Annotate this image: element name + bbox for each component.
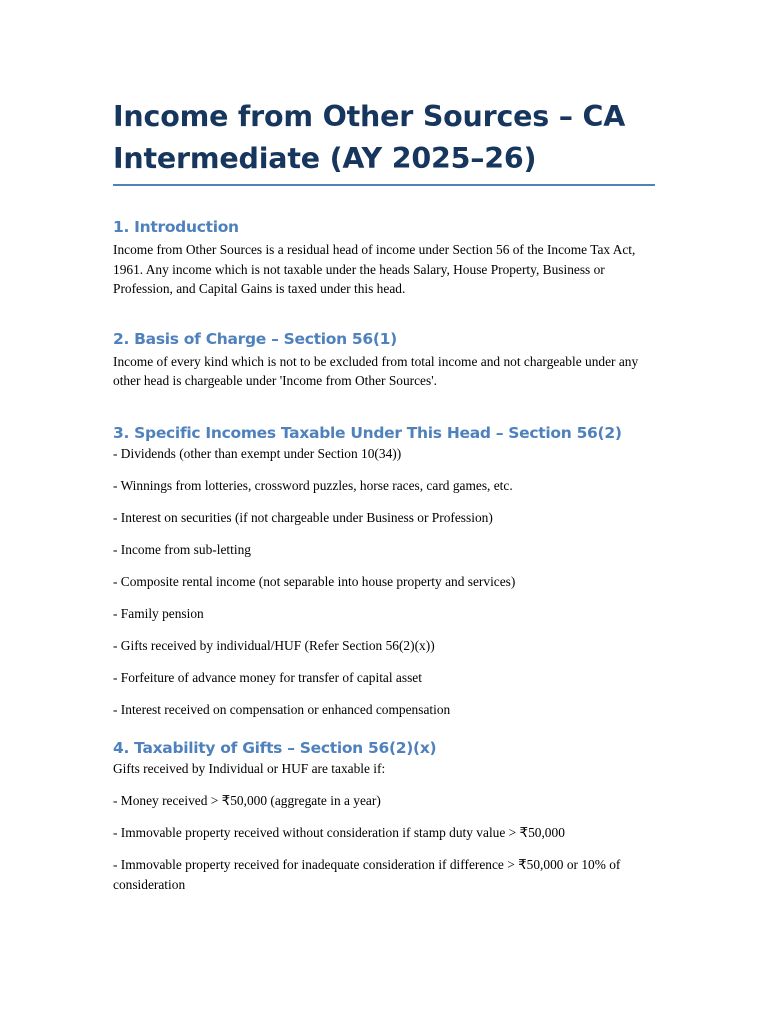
list-item: - Dividends (other than exempt under Section 10(34)): [113, 445, 402, 461]
section-heading: 3. Specific Incomes Taxable Under This Head – Section 56(2): [113, 423, 622, 442]
section-specific-incomes: [113, 422, 658, 720]
section-introduction: [113, 216, 658, 299]
section-paragraph: Income of every kind which is not to be excluded from total income and not chargeable under any other head is chargeable under 'Income from Other Sources'.: [113, 353, 639, 388]
list-item: - Interest received on compensation or enhanced compensation: [113, 701, 451, 717]
section-heading: 2. Basis of Charge – Section 56(1): [113, 329, 397, 348]
list-item: - Immovable property received without consideration if stamp duty value > ₹50,000: [113, 825, 565, 840]
list-item: - Income from sub-letting: [113, 541, 251, 557]
list-item: - Gifts received by individual/HUF (Refer Section 56(2)(x)): [113, 637, 435, 653]
list-item: - Winnings from lotteries, crossword puzzles, horse races, card games, etc.: [113, 477, 513, 493]
section-heading: 1. Introduction: [113, 218, 239, 236]
section-taxability-of-gifts: [113, 737, 658, 894]
list-item: - Money received > ₹50,000 (aggregate in a year): [113, 793, 381, 808]
list-item: - Forfeiture of advance money for transfer of capital asset: [113, 669, 422, 685]
list-item: - Composite rental income (not separable into house property and services): [113, 573, 516, 589]
list-item: - Family pension: [113, 605, 204, 621]
section-basis-of-charge: [113, 328, 658, 391]
section-heading: 4. Taxability of Gifts – Section 56(2)(x): [113, 739, 437, 757]
list-item: - Immovable property received for inadequate consideration if difference > ₹50,000 or 10% of consideration: [113, 857, 621, 892]
document-title: Income from Other Sources – CA Intermediate (AY 2025–26): [113, 100, 626, 175]
section-paragraph: Gifts received by Individual or HUF are taxable if:: [113, 761, 386, 776]
list-item: - Interest on securities (if not chargeable under Business or Profession): [113, 509, 493, 525]
document-page: [113, 96, 658, 907]
section-paragraph: Income from Other Sources is a residual head of income under Section 56 of the Income Tax Act, 1961. Any income which is not taxable under the heads Salary, House Property, Business or Profession, and Capital Gains is taxed under this head.: [113, 242, 636, 296]
title-underline-rule: [113, 184, 655, 186]
